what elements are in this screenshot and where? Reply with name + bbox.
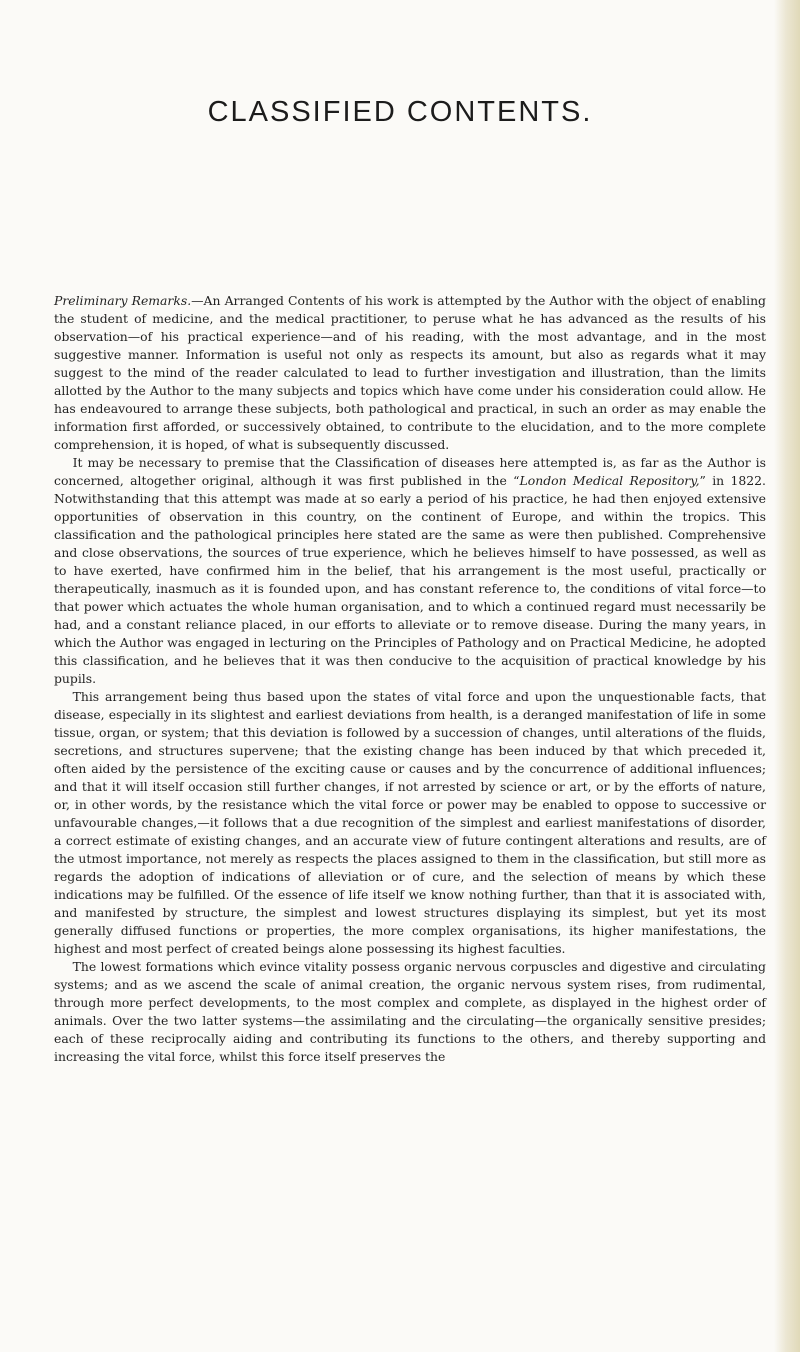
paragraph-text: ” in 1822. Notwithstanding that this attempt was made at so early a period of his practice, he had then enjoyed extensive opportunities of observation in this country, on the continent of Europe, and within the tropics. This classification and the pathological principles here stated are the same as were then published. Comprehensive and close observations, the sources of true experience, which he believes himself to have possessed, as well as to have exerted, have confirmed him in the belief, that his arrangement is the most useful, practically or therapeutically, inasmuch as it is founded upon, and has constant reference to, the conditions of vital force—to that power which actuates the whole human organisation, and to which a continued regard must necessarily be had, and a constant reliance placed, in our efforts to alleviate or to remove disease. During the many years, in which the Author was engaged in lecturing on the Principles of Pathology and on Practical Medicine, he adopted this classification, and he believes that it was then conducive to the acquisition of practical knowledge by his pupils. [54,473,766,686]
paragraph-text: —An Arranged Contents of his work is attempted by the Author with the object of enabling the student of medicine, and the medical practitioner, to peruse what he has advanced as the results of his observation—of his practical experience—and of his reading, with the most advantage, and in the most suggestive manner. Information is useful not only as respects its amount, but also as regards what it may suggest to the mind of the reader calculated to lead to further investigation and illustration, than the limits allotted by the Author to the many subjects and topics which have come under his consideration could allow. He has endeavoured to arrange these subjects, both pathological and practical, in such an order as may enable the information first afforded, or successively obtained, to contribute to the elucidation, and to the more complete comprehension, it is hoped, of what is subsequently discussed. [54,293,766,452]
paragraph-preliminary-remarks [54,292,766,454]
document-body [54,292,766,1066]
paragraph-text: This arrangement being thus based upon the states of vital force and upon the unquestionable facts, that disease, especially in its slightest and earliest deviations from health, is a deranged manifestation of life in some tissue, organ, or system; that this deviation is followed by a succession of changes, until alterations of the fluids, secretions, and structures supervene; that the existing change has been induced by that which preceded it, often aided by the persistence of the exciting cause or causes and by the concurrence of additional influences; and that it will itself occasion still further changes, if not arrested by science or art, or by the efforts of nature, or, in other words, by the resistance which the vital force or power may be enabled to oppose to successive or unfavourable changes,—it follows that a due recognition of the simplest and earliest manifestations of disorder, a correct estimate of existing changes, and an accurate view of future contingent alterations and results, are of the utmost importance, not merely as respects the places assigned to them in the classification, but still more as regards the adoption of indications of alleviation or of cure, and the selection of means by which these indications may be fulfilled. Of the essence of life itself we know nothing further, than that it is associated with, and manifested by structure, the simplest and lowest structures displaying its simplest, but yet its most generally diffused functions or properties, the more complex organisations, its higher manifestations, the highest and most perfect of created beings alone possessing its highest faculties. [54,689,766,956]
paragraph-text: It may be necessary to premise that the Classification of diseases here attempted is, as far as the Author is concerned, altogether original, although it was first published in the “ [54,455,766,488]
paragraph-vital-force-arrangement [54,688,766,958]
paragraph-classification-origin [54,454,766,688]
page-title: CLASSIFIED CONTENTS. [207,96,593,128]
paragraph-text: The lowest formations which evince vitality possess organic nervous corpuscles and digestive and circulating systems; and as we ascend the scale of animal creation, the organic nervous system rises, from rudimental, through more perfect developments, to the most complex and complete, as displayed in the highest order of animals. Over the two latter systems—the assimilating and the circulating—the organically sensitive presides; each of these reciprocally aiding and contributing its functions to the others, and thereby supporting and increasing the vital force, whilst this force itself preserves the [54,959,766,1064]
paragraph-lowest-formations [54,958,766,1066]
page-edge-shadow [774,0,800,1352]
paragraph-lead: Preliminary Remarks. [54,293,192,308]
journal-title: London Medical Repository, [519,473,700,488]
